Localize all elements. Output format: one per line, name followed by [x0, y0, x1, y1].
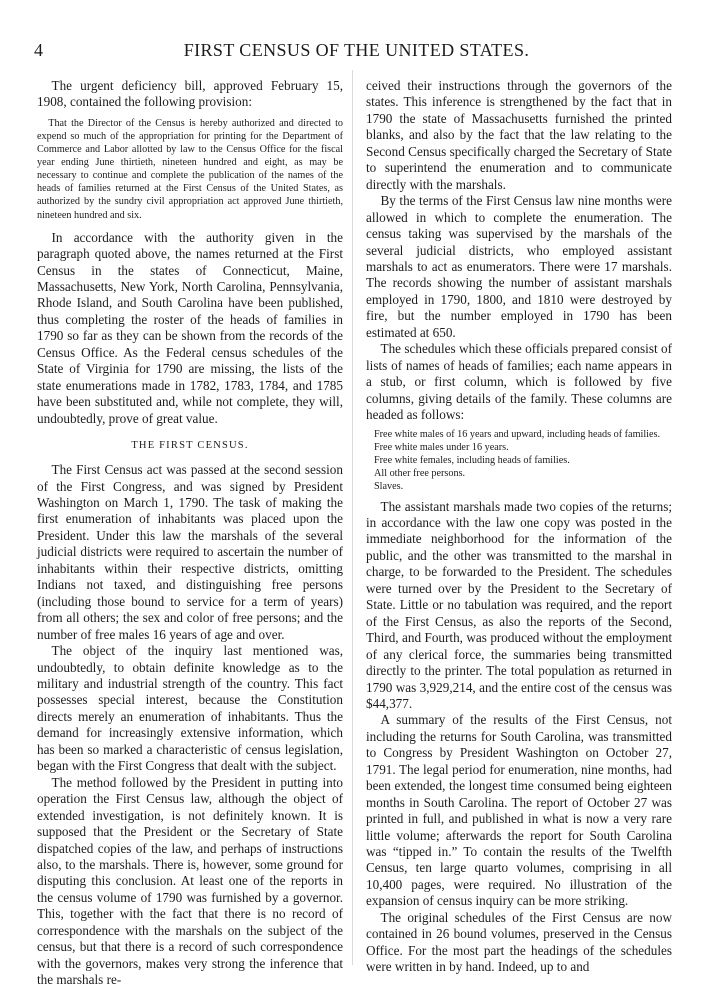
- paragraph-first-census-act: The First Census act was passed at the second session of the First Congress, and was signed by President Washington on March 1, 1790. The task of making the first enumeration of inhabitants was placed upon the President. Under this law the marshals of the several judicial districts were required to ascertain the number of inhabitants within their respective districts, omitting Indians not taxed, and distinguishing free persons (including those bound to service for a term of years) from all others; the sex and color of free persons; and the number of free males 16 years of age and over.: [37, 462, 343, 642]
- quoted-provision: [37, 117, 343, 222]
- list-item: Free white females, including heads of families.: [374, 454, 570, 466]
- list-item: Free white males of 16 years and upward, including heads of families.: [374, 428, 661, 440]
- left-column: [37, 78, 343, 989]
- right-column: [366, 78, 672, 976]
- paragraph-copies: The assistant marshals made two copies of the returns; in accordance with the law one copy was posted in the immediate neighborhood for the information of the public, and the other was transmitted to the marshal in charge, to be forwarded to the President. The schedules were turned over by the President to the Secretary of State. Little or no tabulation was required, and the report of the First Census, as also the reports of the Second, Third, and Fourth, was produced without the employment of any clerical force, the summaries being transmitted directly to the printer. The total population as returned in 1790 was 3,929,214, and the entire cost of the census was $44,377.: [366, 498, 672, 711]
- quoted-provision-text: That the Director of the Census is hereby authorized and directed to expend so much of the appropriation for printing for the Department of Commerce and Labor allotted by law to the Census Office for the fiscal year ending June thirtieth, nineteen hundred and eight, as may be necessary to continue and complete the publication of the names of the heads of families returned at the First Census of the United States, as authorized by the sundry civil appropriation act approved June thirtieth, nineteen hundred and six.: [37, 117, 343, 221]
- list-item: Free white males under 16 years.: [374, 441, 509, 453]
- paragraph-object-of-inquiry: The object of the inquiry last mentioned was, undoubtedly, to obtain definite knowledge as to the military and industrial strength of the country. This fact possesses special interest, because the Constitution directs merely an enumeration of inhabitants. Thus the demand for increasingly extensive information, which has been so marked a characteristic of census legislation, began with the First Congress that dealt with the subject.: [37, 643, 343, 774]
- column-divider: [352, 70, 353, 965]
- list-item: Slaves.: [374, 480, 404, 492]
- paragraph-schedules: The schedules which these officials prepared consist of lists of names of heads of families; each name appears in a stub, or first column, which is followed by five columns, giving details of the family. These columns are headed as follows:: [366, 341, 672, 423]
- paragraph-terms: By the terms of the First Census law nine months were allowed in which to complete the enumeration. The census taking was supervised by the marshals of the several judicial districts, who employed assistant marshals to act as enumerators. There were 17 marshals. The records showing the number of assistant marshals employed in 1790, 1800, and 1810 were destroyed by fire, but the number employed in 1790 has been estimated at 650.: [366, 193, 672, 340]
- running-head-title: FIRST CENSUS OF THE UNITED STATES.: [183, 40, 530, 60]
- page-header: [34, 40, 679, 68]
- paragraph-intro: The urgent deficiency bill, approved February 15, 1908, contained the following provision:: [37, 78, 343, 110]
- paragraph-continued: ceived their instructions through the governors of the states. This inference is strengthened by the fact that in 1790 the state of Massachusetts furnished the printed blanks, and also by the fact that the law relating to the Second Census specifically charged the Secretary of State to superintend the enumeration and to communicate directly with the marshals.: [366, 78, 672, 192]
- list-item: All other free persons.: [374, 467, 466, 479]
- paragraph-summary: A summary of the results of the First Census, not including the returns for South Carolina, was transmitted to Congress by President Washington on October 27, 1791. The legal period for enumeration, nine months, had been extended, the longest time consumed being eighteen months in South Carolina. The report of October 27 was printed in full, and published in what is now a very rare little volume; afterwards the report for South Carolina was “tipped in.” To contain the results of the Twelfth Census, ten large quarto volumes, comprising in all 10,400 pages, were required. No illustration of the expansion of census inquiry can be more striking.: [366, 712, 672, 909]
- paragraph-authority: In accordance with the authority given in the paragraph quoted above, the names returned at the First Census in the states of Connecticut, Maine, Massachusetts, New York, North Carolina, Pennsylvania, Rhode Island, and South Carolina have been published, thus completing the roster of the heads of families in 1790 so far as they can be shown from the records of the Census Office. As the Federal census schedules of the State of Virginia for 1790 are missing, the lists of the state enumerations made in 1782, 1783, 1784, and 1785 have been substituted and, while not complete, they will, undoubtedly, prove of great value.: [37, 229, 343, 426]
- section-heading: THE FIRST CENSUS.: [131, 440, 249, 452]
- paragraph-method: The method followed by the President in putting into operation the First Census law, although the object of extended investigation, is not definitely known. It is supposed that the President or the Secretary of State dispatched copies of the law, and perhaps of instructions also, to the marshals. There is, however, some ground for disputing this conclusion. At least one of the reports in the census volume of 1790 was furnished by a governor. This, together with the fact that there is no record of correspondence with the marshals on the subject of the census, but that there is a record of such correspondence with the governors, makes very strong the inference that the marshals re-: [37, 774, 343, 988]
- page-number: 4: [34, 40, 43, 60]
- column-headings-list: [366, 428, 672, 493]
- paragraph-original-schedules: The original schedules of the First Census are now contained in 26 bound volumes, preserved in the Census Office. For the most part the headings of the schedules were written in by hand. Indeed, up to and: [366, 909, 672, 975]
